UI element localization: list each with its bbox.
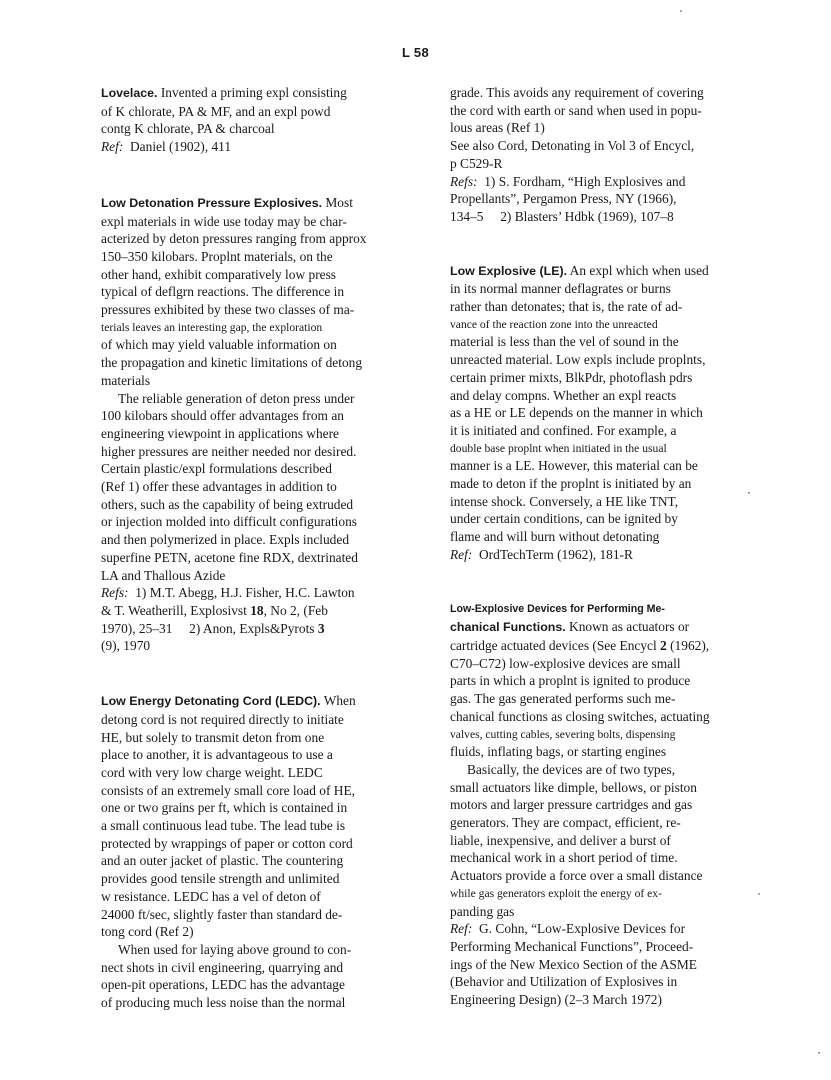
text-line: ings of the New Mexico Section of the ASME xyxy=(450,956,697,972)
text-line: Performing Mechanical Functions”, Proceed- xyxy=(450,938,694,954)
text-line: Actuators provide a force over a small distance xyxy=(450,868,703,884)
text-line: unreacted material. Low expls include proplnts, xyxy=(450,352,706,368)
text-line: liable, inexpensive, and deliver a burst of xyxy=(450,832,671,848)
text-line: (9), 1970 xyxy=(101,638,151,654)
text-line: manner is a LE. However, this material can be xyxy=(450,458,698,474)
text-line: grade. This avoids any requirement of covering xyxy=(450,85,704,100)
text-line: double base proplnt when initiated in the usual xyxy=(450,441,667,455)
ref-label: Ref: xyxy=(101,139,124,155)
entry-low-detonation-pressure: Low Detonation Pressure Explosives. Most expl materials in wide use today may be char- acterized by deton pressures ranging from approx 150–350 kilobars. Proplnt materials, on the other hand, exhibit comparatively low press typical of deflgrn reactions. The difference in pressures exhibited by these two classes of ma- terials leaves an interesting gap, the exploration of which may yield valuable information on the propagation and kinetic limitations of detong materials The reliable generation of deton press under 100 kilobars should offer advantages from an engineering viewpoint in applications where higher pressures are neither needed nor desired. Certain plastic/expl formulations described (Ref 1) offer these advantages in addition to others, such as the capability of being extruded or injection molded into difficult configurations and then polymerized in place. Expls included superfine PETN, acetone fine RDX, dextrinated LA and Thallous Azide Refs: 1) M.T. Abegg, H.J. Fisher, H.C. Lawton & T. Weatherill, Explosivst 18, No 2, (Feb 1970), 25–31 2) Anon, Expls&Pyrots 3 (9), 1970 xyxy=(101,194,401,655)
text-line: cord with very low charge weight. LEDC xyxy=(101,764,323,780)
text-line: consists of an extremely small core load of HE, xyxy=(101,782,355,798)
text-line: protected by wrappings of paper or cotton cord xyxy=(101,835,353,851)
entry-lovelace: Lovelace. Invented a priming expl consisting of K chlorate, PA & MF, and an expl powd contg K chlorate, PA & charcoal Ref: Daniel (1902), 411 xyxy=(101,84,401,156)
text-line: 1970), 25–31 2) Anon, Expls&Pyrots 3 xyxy=(101,620,325,636)
text-line: Engineering Design) (2–3 March 1972) xyxy=(450,992,662,1008)
text-line: cartridge actuated devices (See Encycl 2 (1962), xyxy=(450,637,710,653)
entry-heading: Low-Explosive Devices for Performing Me- xyxy=(450,602,665,615)
right-column xyxy=(450,84,745,1009)
text-line: (Ref 1) offer these advantages in addition to xyxy=(101,479,337,495)
text-line: fluids, inflating bags, or starting engines xyxy=(450,744,667,760)
text-line: tong cord (Ref 2) xyxy=(101,924,194,940)
text-line: HE, but solely to transmit deton from one xyxy=(101,729,325,745)
text-line: open-pit operations, LEDC has the advantage xyxy=(101,977,345,993)
text-line: 24000 ft/sec, slightly faster than standard de- xyxy=(101,906,343,922)
text-line: and then polymerized in place. Expls included xyxy=(101,532,350,548)
text-line: motors and larger pressure cartridges and gas xyxy=(450,797,693,813)
text-line: higher pressures are neither needed nor desired. xyxy=(101,443,357,459)
scan-speck xyxy=(818,1052,820,1054)
text-line: acterized by deton pressures ranging from approx xyxy=(101,231,367,247)
page-number: L 58 xyxy=(402,45,429,60)
text-line: & T. Weatherill, Explosivst 18, No 2, (Feb xyxy=(101,602,328,618)
ref-label: Ref: xyxy=(450,921,473,937)
text-line: Certain plastic/expl formulations described xyxy=(101,461,332,477)
text-line: Propellants”, Pergamon Press, NY (1966), xyxy=(450,191,677,207)
text-line: it is initiated and confined. For example, a xyxy=(450,422,677,438)
text-line: rather than detonates; that is, the rate of ad- xyxy=(450,299,683,315)
text-line: 150–350 kilobars. Proplnt materials, on the xyxy=(101,248,333,264)
ref-label: Ref: xyxy=(450,546,473,562)
text-line: as a HE or LE depends on the manner in which xyxy=(450,405,703,421)
text-line: valves, cutting cables, severing bolts, dispensing xyxy=(450,727,676,741)
text-line: generators. They are compact, efficient, re- xyxy=(450,815,681,831)
text-line: panding gas xyxy=(450,903,515,919)
text-line: superfine PETN, acetone fine RDX, dextrinated xyxy=(101,549,358,565)
text-line: place to another, it is advantageous to use a xyxy=(101,747,333,763)
entry-low-explosive: Low Explosive (LE). An expl which when used in its normal manner deflagrates or burns rather than detonates; that is, the rate of ad- vance of the reaction zone into the unreacted material is less than the vel of sound in the unreacted material. Low expls include proplnts, certain primer mixts, BlkPdr, photoflash pdrs and delay compns. Whether an expl reacts as a HE or LE depends on the manner in which it is initiated and confined. For example, a double base proplnt when initiated in the usual manner is a LE. However, this material can be made to deton if the proplnt is initiated by an intense shock. Conversely, a HE like TNT, under certain conditions, can be ignited by flame and will burn without detonating Ref: OrdTechTerm (1962), 181-R xyxy=(450,262,745,564)
text-line: contg K chlorate, PA & charcoal xyxy=(101,121,275,137)
text-line: engineering viewpoint in applications where xyxy=(101,425,339,441)
text-line: vance of the reaction zone into the unreacted xyxy=(450,317,658,331)
text-line: lous areas (Ref 1) xyxy=(450,120,545,136)
text-line: the cord with earth or sand when used in popu- xyxy=(450,102,702,118)
entry-ledc-continued: grade. This avoids any requirement of covering the cord with earth or sand when used in popu- lous areas (Ref 1) See also Cord, Detonating in Vol 3 of Encycl, p C529-R Refs: 1) S. Fordham, “High Explosives and Propellants”, Pergamon Press, NY (1966), 134–5 2) Blasters’ Hdbk (1969), 107–8 xyxy=(450,84,745,226)
text-line: other hand, exhibit comparatively low press xyxy=(101,266,337,282)
left-column xyxy=(101,84,401,1012)
entry-heading: Low Explosive (LE). xyxy=(450,263,568,278)
text-line: made to deton if the proplnt is initiated by an xyxy=(450,476,692,492)
text-line: typical of deflgrn reactions. The difference in xyxy=(101,284,345,300)
text-line: (Behavior and Utilization of Explosives in xyxy=(450,974,678,990)
text-line: p C529-R xyxy=(450,155,503,171)
text-line: terials leaves an interesting gap, the exploration xyxy=(101,320,323,334)
text-line: the propagation and kinetic limitations of detong xyxy=(101,355,363,371)
text-line: Basically, the devices are of two types, xyxy=(467,761,676,777)
text-line: or injection molded into difficult configurations xyxy=(101,514,357,530)
text-line: while gas generators exploit the energy of ex- xyxy=(450,886,662,900)
ref-text: OrdTechTerm (1962), 181-R xyxy=(479,546,633,562)
text-line: When used for laying above ground to con- xyxy=(118,941,352,957)
text-line: and an outer jacket of plastic. The countering xyxy=(101,853,344,869)
text-line: C70–C72) low-explosive devices are small xyxy=(450,655,681,671)
refs-label: Refs: xyxy=(450,173,478,189)
ref-text: Daniel (1902), 411 xyxy=(130,139,232,155)
text-line: parts in which a proplnt is ignited to produce xyxy=(450,673,691,689)
text-line: 100 kilobars should offer advantages from an xyxy=(101,408,344,424)
text-line: of which may yield valuable information on xyxy=(101,337,337,353)
text-line: LA and Thallous Azide xyxy=(101,567,226,583)
refs-label: Refs: xyxy=(101,585,129,601)
text-line: small actuators like dimple, bellows, or piston xyxy=(450,779,697,795)
text-line: chanical functions as closing switches, actuating xyxy=(450,708,710,724)
text-line: expl materials in wide use today may be char- xyxy=(101,213,347,229)
text-line: The reliable generation of deton press under xyxy=(118,390,355,406)
entry-heading: Low Detonation Pressure Explosives. xyxy=(101,195,323,210)
text-line: detong cord is not required directly to initiate xyxy=(101,711,344,727)
entry-low-explosive-devices: Low-Explosive Devices for Performing Me- chanical Functions. Known as actuators or cartridge actuated devices (See Encycl 2 (1962), C70–C72) low-explosive devices are small parts in which a proplnt is ignited to produce gas. The gas generated performs such me- chanical functions as closing switches, actuating valves, cutting cables, severing bolts, dispensing fluids, inflating bags, or starting engines Basically, the devices are of two types, small actuators like dimple, bellows, or piston motors and larger pressure cartridges and gas generators. They are compact, efficient, re- liable, inexpensive, and deliver a burst of mechanical work in a short period of time. Actuators provide a force over a small distance while gas generators exploit the energy of ex- panding gas Ref: G. Cohn, “Low-Explosive Devices for Performing Mechanical Functions”, Proceed- ings of the New Mexico Section of the ASME (Behavior and Utilization of Explosives in Engineering Design) (2–3 March 1972) xyxy=(450,601,745,1009)
text-line: provides good tensile strength and unlimited xyxy=(101,871,340,887)
text-line: material is less than the vel of sound in the xyxy=(450,334,679,350)
text-line: gas. The gas generated performs such me- xyxy=(450,691,676,707)
text-line: and delay compns. Whether an expl reacts xyxy=(450,387,677,403)
entry-ledc: Low Energy Detonating Cord (LEDC). When detong cord is not required directly to initiate HE, but solely to transmit deton from one place to another, it is advantageous to use a cord with very low charge weight. LEDC consists of an extremely small core load of HE, one or two grains per ft, which is contained in a small continuous lead tube. The lead tube is protected by wrappings of paper or cotton cord and an outer jacket of plastic. The countering provides good tensile strength and unlimited w resistance. LEDC has a vel of deton of 24000 ft/sec, slightly faster than standard de- tong cord (Ref 2) When used for laying above ground to con- nect shots in civil engineering, quarrying and open-pit operations, LEDC has the advantage of producing much less noise than the normal xyxy=(101,692,401,1012)
scan-speck xyxy=(680,10,682,12)
text-line: flame and will burn without detonating xyxy=(450,529,660,545)
scan-speck xyxy=(748,492,750,494)
text-line: of producing much less noise than the normal xyxy=(101,995,346,1011)
text-line: one or two grains per ft, which is contained in xyxy=(101,800,348,816)
text-line: See also Cord, Detonating in Vol 3 of Encycl, xyxy=(450,138,695,154)
text-line: a small continuous lead tube. The lead tube is xyxy=(101,818,346,834)
text-line: pressures exhibited by these two classes of ma- xyxy=(101,302,355,318)
entry-heading: Lovelace. xyxy=(101,86,158,100)
text-line: of K chlorate, PA & MF, and an expl powd xyxy=(101,103,331,119)
text-line: materials xyxy=(101,372,151,388)
text-line: intense shock. Conversely, a HE like TNT, xyxy=(450,493,679,509)
text-line: in its normal manner deflagrates or burns xyxy=(450,281,671,297)
entry-heading: Low Energy Detonating Cord (LEDC). xyxy=(101,694,321,709)
scan-speck xyxy=(758,893,760,895)
text-line: mechanical work in a short period of time. xyxy=(450,850,678,866)
text-line: nect shots in civil engineering, quarrying and xyxy=(101,959,344,975)
text-line: certain primer mixts, BlkPdr, photoflash pdrs xyxy=(450,369,693,385)
text-line: others, such as the capability of being extruded xyxy=(101,496,354,512)
text-line: under certain conditions, can be ignited by xyxy=(450,511,678,527)
entry-heading: chanical Functions. xyxy=(450,620,566,635)
text-line: 134–5 2) Blasters’ Hdbk (1969), 107–8 xyxy=(450,208,674,224)
text-line: w resistance. LEDC has a vel of deton of xyxy=(101,888,321,904)
